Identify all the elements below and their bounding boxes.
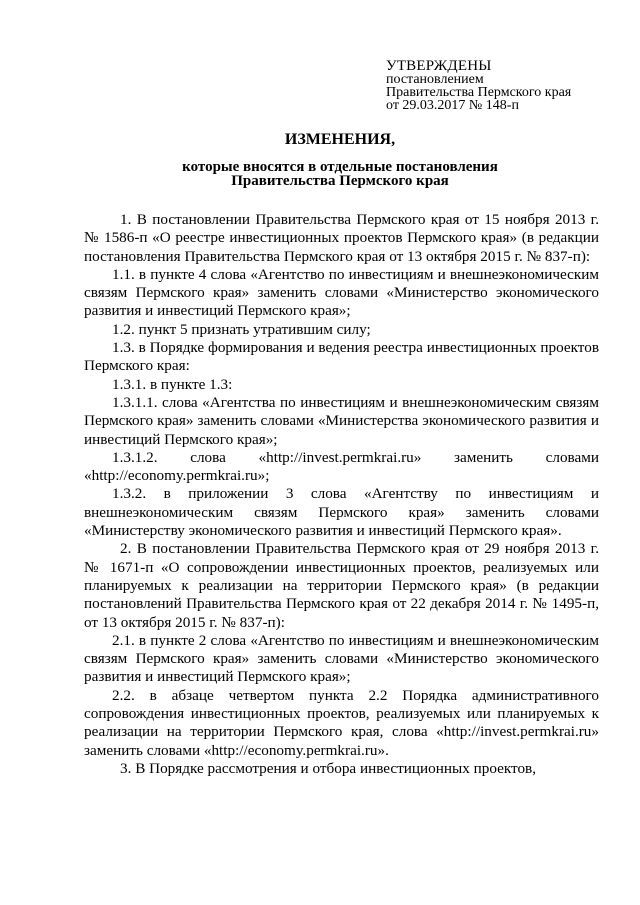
paragraph-1-3-1-2: 1.3.1.2. слова «http://invest.permkrai.ru» заменить словами «http://economy.permkrai.ru»; <box>84 448 599 485</box>
paragraph-1-3: 1.3. в Порядке формирования и ведения реестра инвестиционных проектов Пермского края: <box>84 339 599 375</box>
paragraph-1-3-2: 1.3.2. в приложении 3 слова «Агентству по инвестициям и внешнеэкономическим связям Пермского края» заменить словами «Министерству экономического развития и инвестиций Пермского края». <box>84 485 599 540</box>
title-main: ИЗМЕНЕНИЯ, <box>284 131 396 148</box>
paragraph-2-1: 2.1. в пункте 2 слова «Агентство по инвестициям и внешнеэкономическим связям Пермского края» заменить словами «Министерство экономического развития и инвестиций Пермского края»; <box>84 631 599 686</box>
title-subtitle-line1: которые вносятся в отдельные постановления <box>182 159 498 175</box>
document-title <box>0 133 640 188</box>
approval-stamp <box>386 60 571 112</box>
approval-line: Правительства Пермского края <box>386 85 572 100</box>
paragraph-1: 1. В постановлении Правительства Пермского края от 15 ноября 2013 г. № 1586-п «О реестре инвестиционных проектов Пермского края» (в редакции постановления Правительства Пермского края от 13 октября 2015 г. № 837-п): <box>84 211 599 265</box>
paragraph-1-3-1: 1.3.1. в пункте 1.3: <box>112 375 233 393</box>
paragraph-1-1: 1.1. в пункте 4 слова «Агентство по инвестициям и внешнеэкономическим связям Пермского края» заменить словами «Министерство экономического развития и инвестиций Пермского края»; <box>84 265 599 320</box>
paragraph-2-2: 2.2. в абзаце четвертом пункта 2.2 Порядка административного сопровождения инвестиционных проектов, реализуемых или планируемых к реализации на территории Пермского края, слова «http://invest.permkrai.ru» заменить словами «http://economy.permkrai.ru». <box>84 686 599 759</box>
paragraph-2: 2. В постановлении Правительства Пермского края от 29 ноября 2013 г. № 1671-п «О сопровождении инвестиционных проектов, реализуемых или планируемых к реализации на территории Пермского края» (в редакции постановлений Правительства Пермского края от 22 декабря 2014 г. № 1495-п, от 13 октября 2015 г. № 837-п): <box>84 540 599 631</box>
paragraph-3: 3. В Порядке рассмотрения и отбора инвестиционных проектов, <box>120 759 537 777</box>
paragraph-1-3-1-1: 1.3.1.1. слова «Агентства по инвестициям и внешнеэкономическим связям Пермского края» заменить словами «Министерства экономического развития и инвестиций Пермского края»; <box>84 393 599 448</box>
approval-line: постановлением <box>386 72 484 87</box>
approval-heading: УТВЕРЖДЕНЫ <box>386 58 492 74</box>
title-subtitle-line2: Правительства Пермского края <box>231 173 449 189</box>
approval-line: от 29.03.2017 № 148-п <box>386 98 519 113</box>
document-body <box>84 211 599 778</box>
paragraph-1-2: 1.2. пункт 5 признать утратившим силу; <box>112 320 371 338</box>
